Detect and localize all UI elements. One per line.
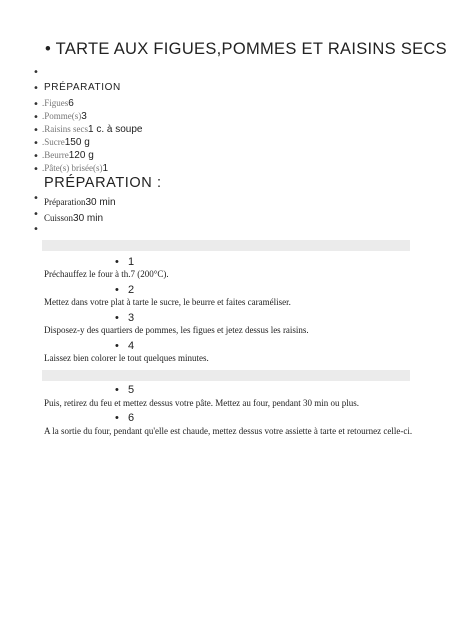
step-number-text: 6 (128, 412, 135, 424)
ingredient-quantity: 150 g (64, 137, 90, 148)
step-text: Mettez dans votre plat à tarte le sucre, le beurre et faites caraméliser. (44, 297, 291, 307)
ingredient-item (42, 137, 90, 148)
step-number-text: 1 (128, 256, 135, 268)
step-text: A la sortie du four, pendant qu'elle est chaude, mettez dessus votre assiette à tarte et retournez celle-ci. (44, 426, 413, 436)
bullet-icon: • (33, 193, 39, 204)
step-text: Puis, retirez du feu et mettez dessus votre pâte. Mettez au four, pendant 30 min ou plus. (44, 398, 360, 408)
step-number-text: 3 (128, 312, 135, 324)
ingredient-item (42, 111, 87, 122)
time-label: Préparation (44, 197, 86, 207)
time-item (44, 208, 103, 226)
step-number: • 1 (115, 256, 135, 268)
section-divider (42, 240, 410, 251)
step-number-text: 4 (128, 340, 135, 352)
title-text: TARTE AUX FIGUES,POMMES ET RAISINS SECS (55, 40, 447, 58)
ingredients-heading: PRÉPARATION (44, 82, 121, 93)
section-divider (42, 370, 410, 381)
step-number: • 5 (115, 384, 135, 396)
time-label: Cuisson (44, 213, 74, 223)
ingredient-name: .Pâte(s) brisée(s) (42, 163, 103, 173)
step-number-text: 5 (128, 384, 135, 396)
ingredient-item (42, 98, 74, 109)
bullet-icon: • (45, 40, 52, 58)
page-title (45, 40, 447, 59)
step-number: • 6 (115, 412, 135, 424)
ingredient-quantity: 120 g (68, 150, 94, 161)
bullet-icon: • (33, 224, 39, 235)
step-number: • 2 (115, 284, 135, 296)
time-value: 30 min (73, 213, 104, 224)
bullet-icon: • (33, 209, 39, 220)
preparation-heading: PRÉPARATION : (44, 175, 162, 191)
ingredient-name: .Pomme(s) (42, 111, 82, 121)
step-number: • 4 (115, 340, 135, 352)
step-text: Préchauffez le four à th.7 (200°C). (44, 269, 169, 279)
step-text: Laissez bien colorer le tout quelques minutes. (44, 353, 209, 363)
step-text: Disposez-y des quartiers de pommes, les figues et jetez dessus les raisins. (44, 325, 309, 335)
bullet-icon: • (33, 151, 39, 162)
ingredient-name: .Figues (42, 98, 69, 108)
ingredient-name: .Sucre (42, 137, 65, 147)
ingredient-item (42, 124, 142, 135)
step-number-text: 2 (128, 284, 135, 296)
ingredient-quantity: 1 c. à soupe (88, 124, 143, 135)
bullet-icon: • (33, 164, 39, 175)
ingredient-item (42, 163, 108, 174)
bullet-icon: • (33, 112, 39, 123)
bullet-icon: • (33, 138, 39, 149)
bullet-icon: • (33, 67, 39, 78)
ingredient-quantity: 3 (81, 111, 87, 122)
ingredient-quantity: 6 (68, 98, 74, 109)
ingredient-item (42, 150, 94, 161)
ingredient-name: .Beurre (42, 150, 69, 160)
ingredient-name: .Raisins secs (42, 124, 88, 134)
bullet-icon: • (33, 125, 39, 136)
time-value: 30 min (85, 197, 116, 208)
bullet-icon: • (33, 99, 39, 110)
ingredient-quantity: 1 (102, 163, 109, 174)
step-number: • 3 (115, 312, 135, 324)
bullet-icon: • (33, 83, 39, 94)
